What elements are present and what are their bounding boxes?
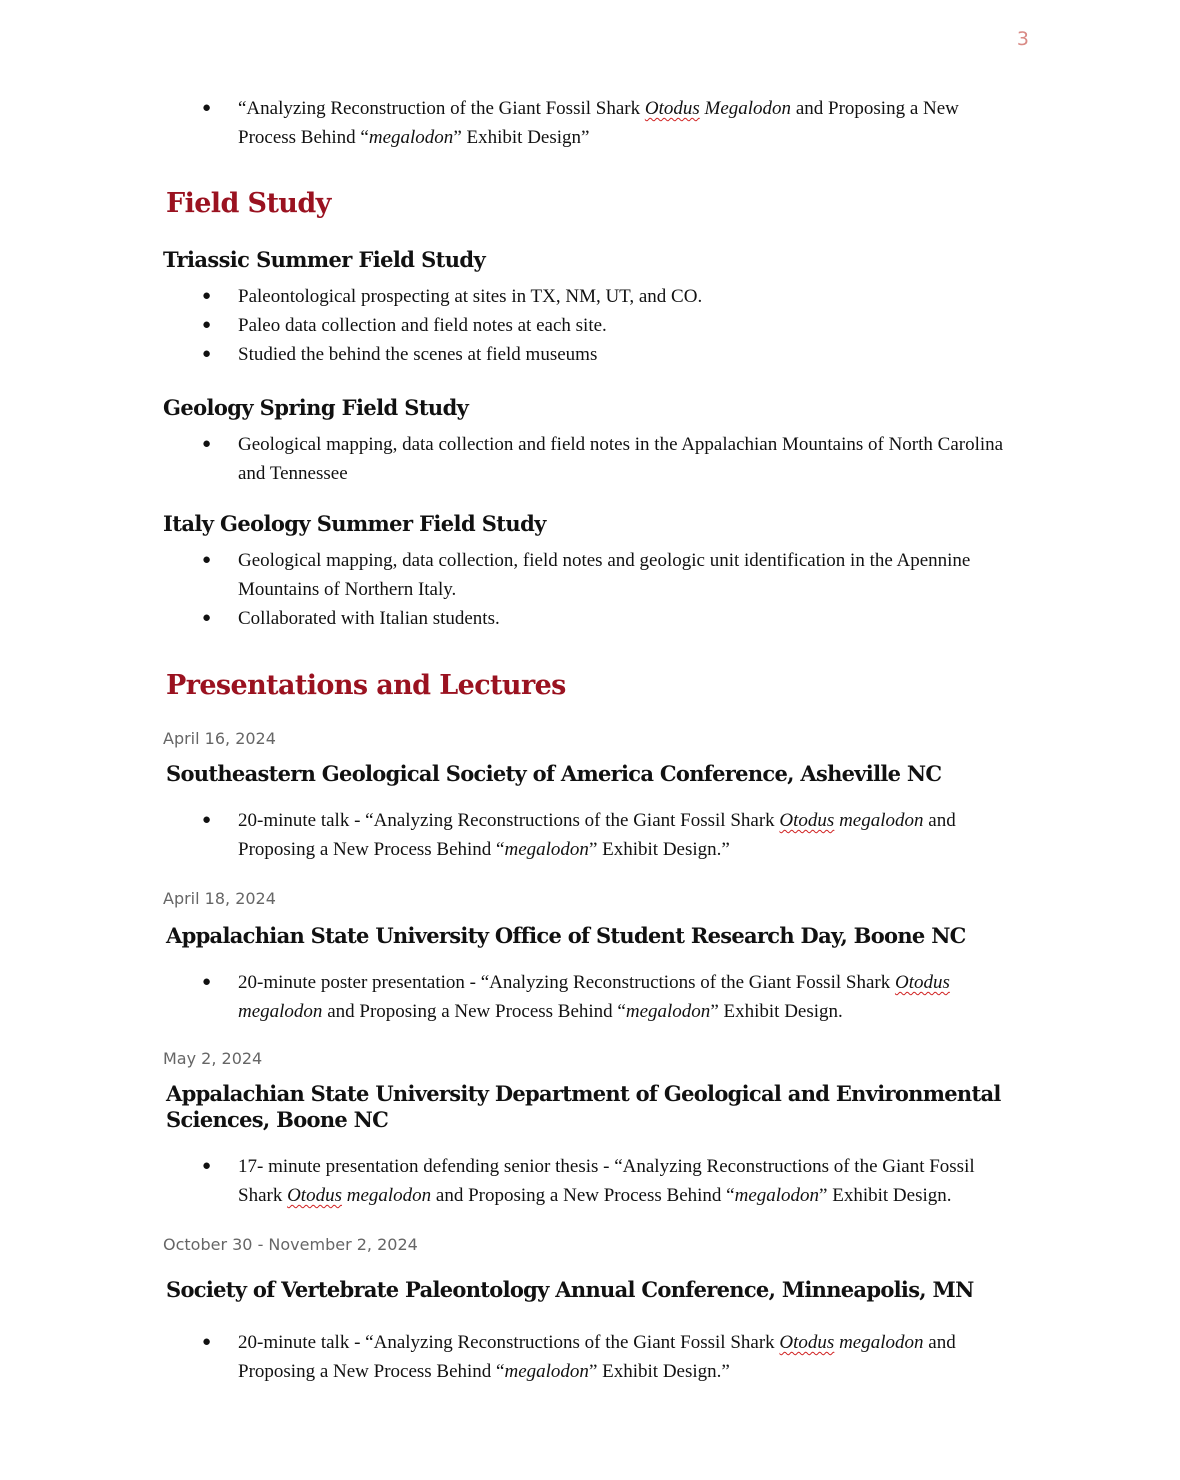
misspelled-word: Otodus <box>894 972 950 993</box>
italic-name: megalodon <box>625 1001 711 1022</box>
species-name: megalodon <box>341 1185 432 1206</box>
list-item <box>0 604 1180 633</box>
geology-spring-bullets <box>0 430 1180 488</box>
misspelled-word: Otodus <box>287 1185 342 1206</box>
bullet-icon: ● <box>202 1158 212 1174</box>
event-title: Appalachian State University Office of Student Research Day, Boone NC <box>166 923 966 948</box>
list-item <box>0 806 1180 864</box>
species-name: megalodon <box>834 810 924 831</box>
italy-bullets <box>0 546 1180 633</box>
bullet-text: and Proposing a New Process Behind “ <box>322 1001 626 1022</box>
bullet-text: and Proposing a New Process Behind “ <box>238 98 959 148</box>
event-bullets <box>0 1328 1180 1386</box>
misspelled-word: Otodus <box>644 98 700 119</box>
bullet-icon: ● <box>202 100 212 116</box>
bullet-text: ” Exhibit Design. <box>710 1001 843 1022</box>
page-number: 3 <box>1016 28 1029 50</box>
list-item <box>0 430 1180 488</box>
bullet-icon: ● <box>202 610 212 626</box>
bullet-icon: ● <box>202 288 212 304</box>
bullet-text: “Analyzing Reconstruction of the Giant Fossil Shark <box>238 98 645 119</box>
bullet-text: Collaborated with Italian students. <box>238 608 500 629</box>
bullet-icon: ● <box>202 346 212 362</box>
bullet-icon: ● <box>202 812 212 828</box>
event-title: Appalachian State University Department of Geological and Environmental Sciences, Boone NC <box>166 1081 1001 1132</box>
species-name: megalodon <box>834 1332 924 1353</box>
event-date: October 30 - November 2, 2024 <box>163 1235 418 1254</box>
italic-name: megalodon <box>504 839 589 860</box>
bullet-text: 20-minute talk - “Analyzing Reconstructions of the Giant Fossil Shark <box>238 810 780 831</box>
bullet-text: ” Exhibit Design.” <box>588 839 730 860</box>
list-item <box>0 94 1180 152</box>
list-item <box>0 340 1180 369</box>
list-item <box>0 1328 1180 1386</box>
bullet-text: 17- minute presentation defending senior thesis - “Analyzing Reconstructions of the Giant Fossil Shark <box>238 1156 975 1206</box>
italic-name: megalodon <box>504 1361 589 1382</box>
event-date: April 16, 2024 <box>163 729 276 748</box>
list-item <box>0 546 1180 604</box>
species-name: Megalodon <box>699 98 792 119</box>
italic-name: megalodon <box>734 1185 820 1206</box>
subsection-title-triassic: Triassic Summer Field Study <box>163 247 486 272</box>
bullet-text: Geological mapping, data collection, field notes and geologic unit identification in the Apennine Mountains of Northern Italy. <box>238 550 971 600</box>
bullet-icon: ● <box>202 974 212 990</box>
bullet-icon: ● <box>202 552 212 568</box>
subsection-title-geology-spring: Geology Spring Field Study <box>163 395 469 420</box>
section-title-field-study: Field Study <box>166 188 331 219</box>
bullet-text: and Proposing a New Process Behind “ <box>238 1332 956 1382</box>
bullet-text: 20-minute talk - “Analyzing Reconstructions of the Giant Fossil Shark <box>238 1332 780 1353</box>
event-bullets <box>0 806 1180 864</box>
list-item <box>0 311 1180 340</box>
bullet-text: ” Exhibit Design. <box>819 1185 952 1206</box>
bullet-icon: ● <box>202 317 212 333</box>
bullet-text: Paleontological prospecting at sites in TX, NM, UT, and CO. <box>238 286 703 307</box>
bullet-text: Geological mapping, data collection and field notes in the Appalachian Mountains of North Carolina and Tennessee <box>238 434 1004 484</box>
event-date: April 18, 2024 <box>163 889 276 908</box>
event-bullets <box>0 1152 1180 1210</box>
bullet-text: Paleo data collection and field notes at each site. <box>238 315 607 336</box>
event-bullets <box>0 968 1180 1026</box>
event-date: May 2, 2024 <box>163 1049 263 1068</box>
bullet-text: and Proposing a New Process Behind “ <box>238 810 956 860</box>
list-item <box>0 968 1180 1026</box>
bullet-text: Studied the behind the scenes at field museums <box>238 344 598 365</box>
misspelled-word: Otodus <box>779 1332 835 1353</box>
italic-name: megalodon <box>368 127 454 148</box>
bullet-text: 20-minute poster presentation - “Analyzing Reconstructions of the Giant Fossil Shark <box>238 972 895 993</box>
bullet-icon: ● <box>202 1334 212 1350</box>
bullet-text: ” Exhibit Design.” <box>588 1361 730 1382</box>
bullet-icon: ● <box>202 436 212 452</box>
event-title: Society of Vertebrate Paleontology Annual Conference, Minneapolis, MN <box>166 1277 974 1302</box>
intro-bullet-block <box>0 94 1180 152</box>
bullet-text: ” Exhibit Design” <box>453 127 590 148</box>
triassic-bullets <box>0 282 1180 369</box>
misspelled-word: Otodus <box>779 810 835 831</box>
list-item <box>0 282 1180 311</box>
event-title: Southeastern Geological Society of America Conference, Asheville NC <box>166 761 942 786</box>
section-title-presentations: Presentations and Lectures <box>166 670 566 701</box>
bullet-text: and Proposing a New Process Behind “ <box>431 1185 735 1206</box>
list-item <box>0 1152 1180 1210</box>
subsection-title-italy: Italy Geology Summer Field Study <box>163 511 546 536</box>
species-name: megalodon <box>238 1001 323 1022</box>
